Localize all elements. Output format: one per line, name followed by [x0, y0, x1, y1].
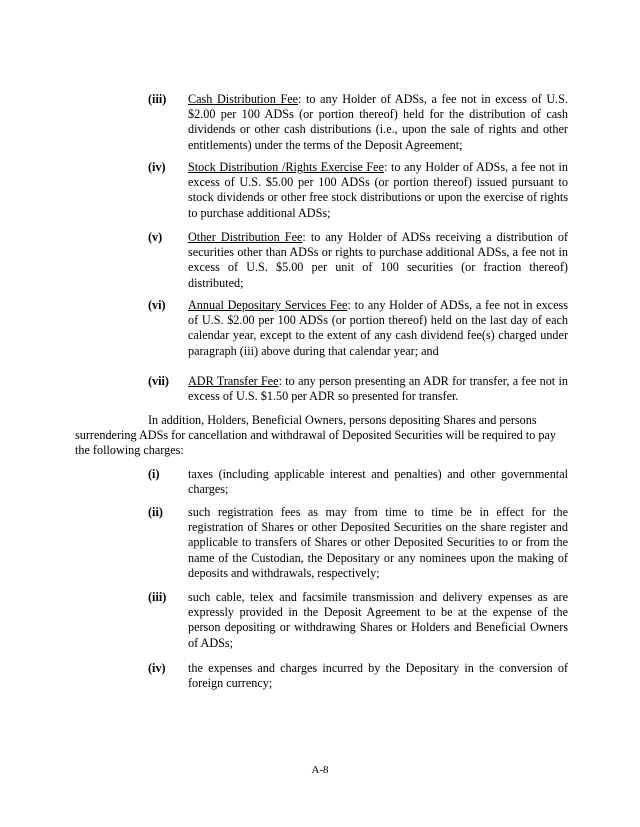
fee-item-title: ADR Transfer Fee	[188, 374, 279, 388]
fee-item-text: : to any Holder of ADSs, a fee not in excess of U.S. $5.00 per 100 ADSs (or portion thereof) issued pursuant to stock dividends or other free stock distributions or upon the exercise of rights to purchase additional ADSs;	[188, 160, 568, 220]
charge-item-taxes	[148, 467, 568, 497]
fee-item-stock-distribution	[148, 160, 568, 221]
fee-item-adr-transfer	[148, 374, 568, 404]
fee-item-label: (vii)	[148, 374, 169, 388]
charge-item-label: (iv)	[148, 661, 166, 675]
charge-item-currency-conversion	[148, 661, 568, 691]
charge-item-text: taxes (including applicable interest and penalties) and other governmental charges;	[188, 467, 568, 497]
charge-item-transmission-expenses	[148, 590, 568, 651]
fee-item-label: (v)	[148, 230, 163, 244]
charge-item-text: such registration fees as may from time to time be in effect for the registration of Shares or other Deposited Securities on the share register and applicable to transfers of Shares or other Deposited Securities to or from the name of the Custodian, the Depositary or any nominees upon the making of deposits and withdrawals, respectively;	[188, 505, 568, 580]
intro-paragraph: In addition, Holders, Beneficial Owners, persons depositing Shares and persons surrendering ADSs for cancellation and withdrawal of Deposited Securities will be required to pay the following charges:	[75, 413, 556, 458]
fee-item-body	[188, 92, 568, 153]
fee-item-label: (vi)	[148, 298, 166, 312]
fee-item-text: : to any person presenting an ADR for transfer, a fee not in excess of U.S. $1.50 per ADR so presented for transfer.	[188, 374, 568, 404]
fee-item-title: Cash Distribution Fee	[188, 92, 299, 106]
fee-item-text: : to any Holder of ADSs, a fee not in excess of U.S. $2.00 per 100 ADSs (or portion thereof) held for the distribution of cash dividends or other cash distributions (i.e., upon the sale of rights and other entitlements) under the terms of the Deposit Agreement;	[188, 92, 568, 152]
fee-item-body	[188, 298, 568, 359]
charge-item-label: (i)	[148, 467, 160, 481]
fee-item-title: Stock Distribution /Rights Exercise Fee	[188, 160, 384, 174]
charge-item-registration-fees	[148, 505, 568, 581]
charge-item-text: the expenses and charges incurred by the Depositary in the conversion of foreign currency;	[188, 661, 568, 691]
fee-item-text: : to any Holder of ADSs, a fee not in excess of U.S. $2.00 per 100 ADSs (or portion thereof) held on the last day of each calendar year, except to the extent of any cash dividend fee(s) charged under paragraph (iii) above during that calendar year; and	[188, 298, 568, 358]
fee-item-label: (iv)	[148, 160, 166, 174]
fee-item-body	[188, 160, 568, 221]
fee-item-other-distribution	[148, 230, 568, 291]
fee-item-title: Other Distribution Fee	[188, 230, 303, 244]
fee-item-text: : to any Holder of ADSs receiving a distribution of securities other than ADSs or rights to purchase additional ADSs, a fee not in excess of U.S. $5.00 per unit of 100 securities (or fraction thereof) distributed;	[188, 230, 568, 290]
fee-item-title: Annual Depositary Services Fee	[188, 298, 348, 312]
charge-item-label: (ii)	[148, 505, 163, 519]
fee-item-body	[188, 374, 568, 404]
charge-item-label: (iii)	[148, 590, 167, 604]
charge-item-text: such cable, telex and facsimile transmission and delivery expenses as are expressly provided in the Deposit Agreement to be at the expense of the person depositing or withdrawing Shares or Holders and Beneficial Owners of ADSs;	[188, 590, 568, 650]
page-number: A-8	[311, 764, 329, 776]
fee-item-label: (iii)	[148, 92, 167, 106]
fee-item-annual-depositary	[148, 298, 568, 359]
fee-item-cash-distribution	[148, 92, 568, 153]
fee-item-body	[188, 230, 568, 291]
